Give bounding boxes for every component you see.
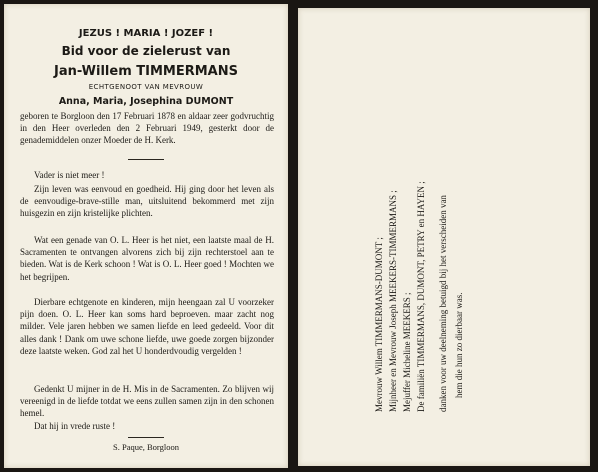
thanks-line-1: Mevrouw Willem TIMMERMANS-DUMONT ; <box>374 237 384 412</box>
thanks-line-6: hem die hun zo dierbaar was. <box>454 292 464 398</box>
paragraph-2 <box>20 183 274 220</box>
paragraph-4 <box>20 296 274 357</box>
memorial-card-front <box>4 4 288 468</box>
paragraph-6 <box>20 420 274 432</box>
prayer-heading: Bid voor de zielerust van <box>61 44 231 58</box>
divider <box>128 159 164 160</box>
paragraph-text: Wat een genade van O. L. Heer is het niet, een laatste maal de H. Sacramenten te ontvangen alvorens zich bij zijn rechterstoel aan te bieden. Wat is de Kerk schoon ! Wat is O. L. Heer goed ! Mochten we het begrijpen. <box>20 235 274 282</box>
thanks-line-2: Mijnheer en Mevrouw Joseph MEEKERS-TIMMERMANS ; <box>388 190 398 412</box>
paragraph-text: Gedenkt U mijner in de H. Mis in de Sacramenten. Zo blijven wij vereenigd in de liefde totdat we eens zullen samen zijn in den schonen hemel. <box>20 384 274 419</box>
paragraph-text: Vader is niet meer ! <box>34 170 105 180</box>
paragraph-1 <box>20 169 274 181</box>
printer-credit: S. Paque, Borgloon <box>113 442 179 452</box>
spouse-label: ECHTGENOOT VAN MEVROUW <box>88 83 204 91</box>
paragraph-text: Zijn leven was eenvoud en goedheid. Hij ging door het leven als de eenvoudige-brave-stille man, uitsluitend bekommerd met zijn huisgezin en zijn kristelijke plichten. <box>20 184 274 219</box>
memorial-card-back <box>298 8 590 466</box>
paragraph-text: Dat hij in vrede ruste ! <box>34 421 116 431</box>
paragraph-3 <box>20 234 274 283</box>
invocation: JEZUS ! MARIA ! JOZEF ! <box>78 28 214 39</box>
divider <box>128 437 164 438</box>
paragraph-text: Dierbare echtgenote en kinderen, mijn heengaan zal U voorzeker pijn doen. O. L. Heer kan soms hard beproeven. maar zacht nog milder. Vele jaren hebben we samen liefde en leed gedeeld. Voor dit alles dank ! Dank om uwe schone liefde, uwe goede zorgen bijzonder deze laatste weken. God zal het U honderdvoudig vergelden ! <box>20 297 274 356</box>
paragraph-5 <box>20 383 274 420</box>
thanks-line-4: De familiën TIMMERMANS, DUMONT, PETRY en HAYEN ; <box>416 181 426 412</box>
thanks-line-3: Mejuffer Micheline MEEKERS ; <box>402 292 412 412</box>
spouse-name: Anna, Maria, Josephina DUMONT <box>58 96 234 107</box>
thanks-line-5: danken voor uw deelneming betuigd bij het verscheiden van <box>438 195 448 412</box>
deceased-name: Jan-Willem TIMMERMANS <box>54 64 238 79</box>
bio-text: geboren te Borgloon den 17 Februari 1878 en aldaar zeer godvruchtig in den Heer overleden den 2 Februari 1949, gesterkt door de genademiddelen onzer Moeder de H. Kerk. <box>20 111 274 146</box>
